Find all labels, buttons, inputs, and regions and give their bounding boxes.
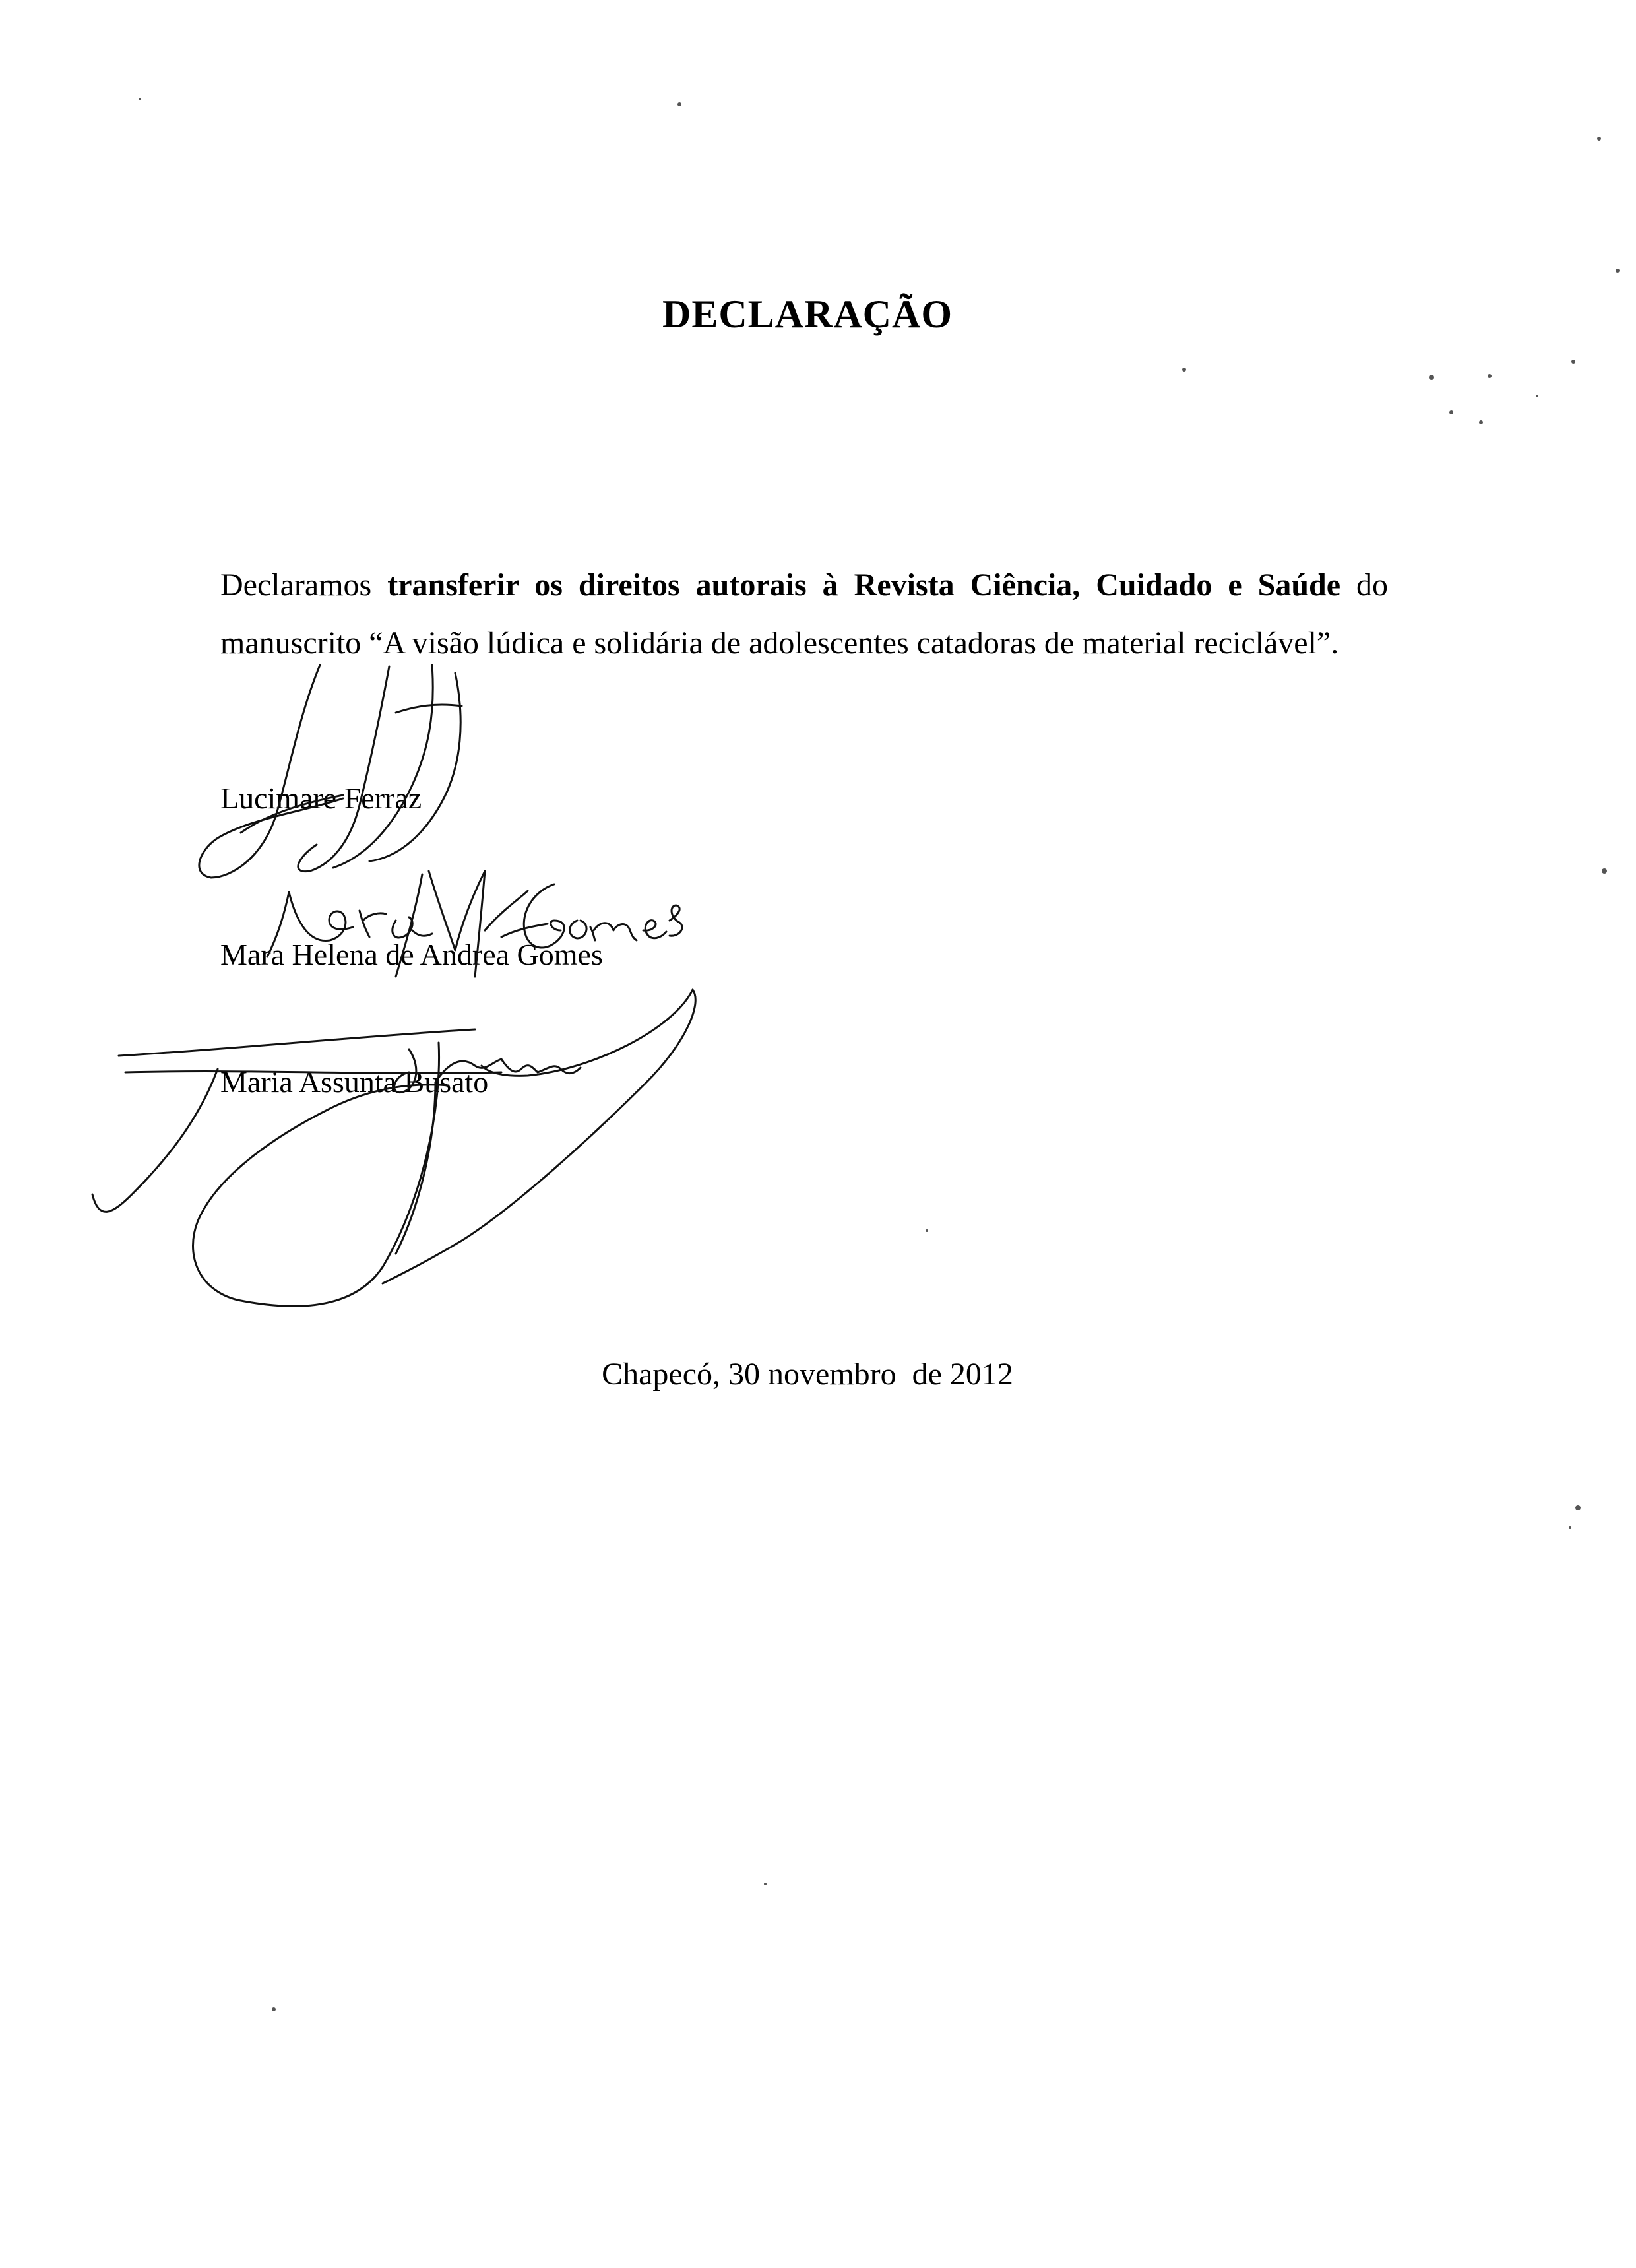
document-title: DECLARAÇÃO <box>662 292 953 336</box>
signatory-name-3: Maria Assunta Busato <box>220 1065 489 1099</box>
signature-3 <box>92 990 695 1306</box>
declaration-rest: do manuscrito “A visão lúdica e solidária de adolescentes catadoras de material reciclável”. <box>220 567 1389 661</box>
declaration-intro: Declaramos <box>220 567 372 602</box>
place-date: Chapecó, 30 novembro de 2012 <box>602 1357 1013 1392</box>
scan-specks <box>139 98 1620 2011</box>
signatory-name-1: Lucimare Ferraz <box>220 781 422 815</box>
declaration-text <box>220 556 1388 672</box>
signatory-name-2: Mara Helena de Andrea Gomes <box>220 938 603 971</box>
declaration-bold-text: transferir os direitos autorais à Revista Ciência, Cuidado e Saúde <box>387 567 1341 602</box>
signature-1 <box>199 665 462 878</box>
